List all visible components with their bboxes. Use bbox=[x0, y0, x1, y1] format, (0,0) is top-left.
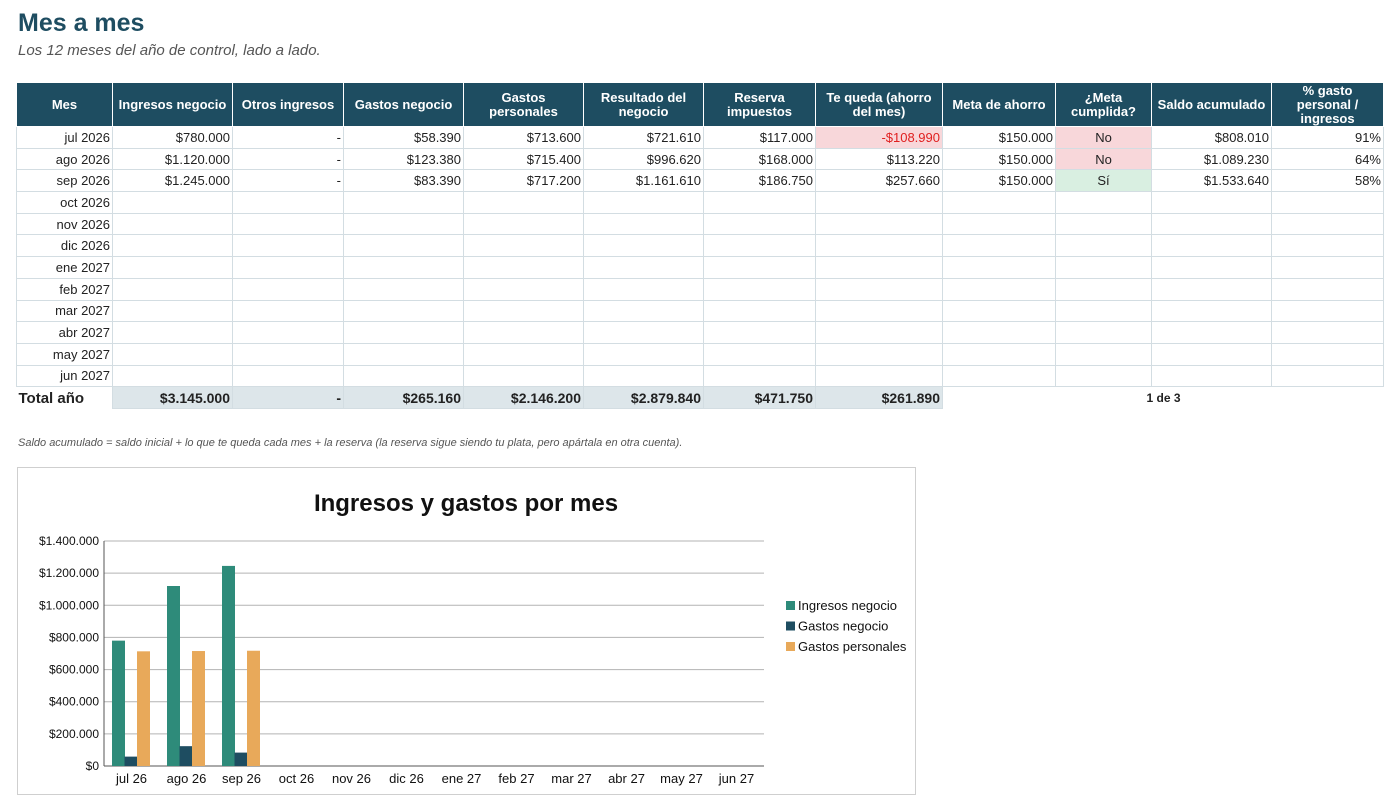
table-cell[interactable]: $117.000 bbox=[704, 127, 816, 149]
month-cell[interactable]: sep 2026 bbox=[17, 170, 113, 192]
bar-gastos-personales bbox=[192, 651, 205, 766]
legend-swatch bbox=[786, 601, 795, 610]
table-row bbox=[17, 278, 1384, 300]
bar-gastos-negocio bbox=[235, 753, 248, 766]
table-cell[interactable] bbox=[344, 235, 464, 257]
month-cell[interactable]: abr 2027 bbox=[17, 322, 113, 344]
total-label: Total año bbox=[18, 389, 85, 407]
table-cell[interactable] bbox=[1152, 343, 1272, 365]
table-cell[interactable] bbox=[233, 192, 344, 214]
table-cell[interactable] bbox=[704, 192, 816, 214]
column-header[interactable]: Mes bbox=[17, 83, 113, 127]
table-cell[interactable] bbox=[1056, 235, 1152, 257]
table-cell[interactable] bbox=[344, 343, 464, 365]
table-cell[interactable] bbox=[233, 235, 344, 257]
table-cell[interactable] bbox=[816, 278, 943, 300]
x-tick-label: feb 27 bbox=[498, 771, 535, 786]
table-cell[interactable] bbox=[1056, 257, 1152, 279]
table-cell[interactable] bbox=[704, 257, 816, 279]
table-cell[interactable] bbox=[1152, 278, 1272, 300]
table-cell[interactable] bbox=[704, 365, 816, 387]
table-cell[interactable]: - bbox=[233, 127, 344, 149]
month-cell[interactable]: may 2027 bbox=[17, 343, 113, 365]
table-cell[interactable]: No bbox=[1056, 127, 1152, 149]
table-cell[interactable] bbox=[113, 365, 233, 387]
column-header[interactable]: Saldo acumulado bbox=[1152, 83, 1272, 127]
total-cell[interactable]: $471.750 bbox=[704, 387, 816, 409]
bar-ingresos-negocio bbox=[112, 641, 125, 766]
footnote: Saldo acumulado = saldo inicial + lo que te queda cada mes + la reserva (la reserva sigue siendo tu plata, pero apártala en otra cuenta). bbox=[18, 437, 683, 449]
table-cell[interactable] bbox=[344, 300, 464, 322]
table-cell[interactable] bbox=[943, 343, 1056, 365]
table-cell[interactable] bbox=[584, 192, 704, 214]
table-cell[interactable] bbox=[704, 235, 816, 257]
column-header[interactable]: Ingresos negocio bbox=[113, 83, 233, 127]
table-row bbox=[17, 343, 1384, 365]
table-cell[interactable] bbox=[1152, 213, 1272, 235]
y-tick-label: $1.400.000 bbox=[38, 534, 99, 548]
table-cell[interactable] bbox=[704, 343, 816, 365]
table-cell[interactable] bbox=[113, 278, 233, 300]
table-cell[interactable]: $715.400 bbox=[464, 148, 584, 170]
total-row bbox=[17, 387, 1384, 409]
table-cell[interactable] bbox=[233, 300, 344, 322]
y-tick-label: $1.200.000 bbox=[38, 566, 99, 581]
table-cell[interactable] bbox=[113, 235, 233, 257]
table-cell[interactable] bbox=[1272, 322, 1384, 344]
table-cell[interactable] bbox=[584, 278, 704, 300]
month-cell[interactable]: jul 2026 bbox=[17, 127, 113, 149]
bar-ingresos-negocio bbox=[167, 586, 180, 766]
table-cell[interactable] bbox=[464, 213, 584, 235]
table-cell[interactable] bbox=[943, 192, 1056, 214]
table-row bbox=[17, 322, 1384, 344]
table-cell[interactable]: $713.600 bbox=[464, 127, 584, 149]
table-cell[interactable] bbox=[816, 343, 943, 365]
column-header[interactable]: Gastos personales bbox=[464, 83, 584, 127]
table-cell[interactable] bbox=[1056, 192, 1152, 214]
table-cell[interactable]: $1.120.000 bbox=[113, 148, 233, 170]
table-cell[interactable] bbox=[1056, 278, 1152, 300]
table-cell[interactable] bbox=[1272, 300, 1384, 322]
table-cell[interactable] bbox=[1272, 257, 1384, 279]
table-cell[interactable] bbox=[464, 343, 584, 365]
table-row bbox=[17, 127, 1384, 149]
month-cell[interactable]: dic 2026 bbox=[17, 235, 113, 257]
legend-swatch bbox=[786, 622, 795, 631]
table-cell[interactable] bbox=[113, 300, 233, 322]
table-cell[interactable] bbox=[344, 322, 464, 344]
table-cell[interactable]: -$108.990 bbox=[816, 127, 943, 149]
column-header[interactable]: Meta de ahorro bbox=[943, 83, 1056, 127]
x-tick-label: may 27 bbox=[660, 771, 703, 786]
table-cell[interactable] bbox=[943, 278, 1056, 300]
table-cell[interactable] bbox=[344, 365, 464, 387]
monthly-table bbox=[16, 82, 1384, 409]
table-cell[interactable]: Sí bbox=[1056, 170, 1152, 192]
table-cell[interactable] bbox=[816, 192, 943, 214]
x-tick-label: jun 27 bbox=[718, 771, 755, 786]
table-cell[interactable] bbox=[943, 322, 1056, 344]
column-header[interactable]: Gastos negocio bbox=[344, 83, 464, 127]
table-cell[interactable] bbox=[464, 322, 584, 344]
table-cell[interactable] bbox=[584, 235, 704, 257]
x-tick-label: jul 26 bbox=[115, 771, 148, 786]
table-cell[interactable] bbox=[464, 300, 584, 322]
table-cell[interactable]: $168.000 bbox=[704, 148, 816, 170]
table-cell[interactable] bbox=[233, 322, 344, 344]
y-tick-label: $800.000 bbox=[48, 630, 99, 645]
page-title: Mes a mes bbox=[18, 9, 145, 37]
table-cell[interactable]: $996.620 bbox=[584, 148, 704, 170]
month-cell[interactable]: feb 2027 bbox=[17, 278, 113, 300]
chart-title: Ingresos y gastos por mes bbox=[313, 490, 619, 517]
table-cell[interactable] bbox=[233, 257, 344, 279]
table-cell[interactable] bbox=[1056, 343, 1152, 365]
table-cell[interactable] bbox=[1152, 365, 1272, 387]
table-cell[interactable] bbox=[943, 213, 1056, 235]
column-header[interactable]: ¿Meta cumplida? bbox=[1056, 83, 1152, 127]
table-cell[interactable]: $780.000 bbox=[113, 127, 233, 149]
table-row bbox=[17, 300, 1384, 322]
table-cell[interactable] bbox=[1272, 235, 1384, 257]
month-cell[interactable]: mar 2027 bbox=[17, 300, 113, 322]
table-cell[interactable] bbox=[464, 278, 584, 300]
legend-label: Ingresos negocio bbox=[798, 598, 898, 613]
table-row bbox=[17, 365, 1384, 387]
table-cell[interactable] bbox=[344, 213, 464, 235]
x-tick-label: abr 27 bbox=[608, 771, 645, 786]
table-cell[interactable] bbox=[1152, 300, 1272, 322]
table-cell[interactable] bbox=[464, 192, 584, 214]
table-cell[interactable]: - bbox=[233, 170, 344, 192]
column-header[interactable]: Reserva impuestos bbox=[704, 83, 816, 127]
bar-gastos-negocio bbox=[125, 757, 138, 766]
legend-swatch bbox=[786, 642, 795, 651]
table-cell[interactable]: 58% bbox=[1272, 170, 1384, 192]
table-cell[interactable] bbox=[816, 257, 943, 279]
table-cell[interactable] bbox=[1056, 300, 1152, 322]
table-cell[interactable] bbox=[464, 235, 584, 257]
table-cell[interactable]: $808.010 bbox=[1152, 127, 1272, 149]
page-indicator: 1 de 3 bbox=[1146, 391, 1181, 405]
table-cell[interactable]: $123.380 bbox=[344, 148, 464, 170]
table-cell[interactable]: $150.000 bbox=[943, 127, 1056, 149]
table-cell[interactable]: $721.610 bbox=[584, 127, 704, 149]
table-row bbox=[17, 235, 1384, 257]
month-cell[interactable]: oct 2026 bbox=[17, 192, 113, 214]
x-tick-label: dic 26 bbox=[389, 771, 424, 786]
table-cell[interactable]: $83.390 bbox=[344, 170, 464, 192]
y-tick-label: $200.000 bbox=[48, 726, 99, 741]
table-cell[interactable]: $717.200 bbox=[464, 170, 584, 192]
table-cell[interactable] bbox=[943, 365, 1056, 387]
table-cell[interactable]: 64% bbox=[1272, 148, 1384, 170]
table-cell[interactable]: $150.000 bbox=[943, 170, 1056, 192]
table-row bbox=[17, 213, 1384, 235]
table-cell[interactable] bbox=[584, 213, 704, 235]
bar-gastos-personales bbox=[137, 651, 150, 766]
table-cell[interactable]: 91% bbox=[1272, 127, 1384, 149]
total-cell[interactable]: $265.160 bbox=[344, 387, 464, 409]
table-cell[interactable]: $186.750 bbox=[704, 170, 816, 192]
table-cell[interactable] bbox=[943, 257, 1056, 279]
table-cell[interactable] bbox=[943, 235, 1056, 257]
table-cell[interactable] bbox=[1152, 257, 1272, 279]
table-cell[interactable] bbox=[1056, 213, 1152, 235]
table-cell[interactable] bbox=[1272, 213, 1384, 235]
table-cell[interactable] bbox=[113, 213, 233, 235]
table-cell[interactable] bbox=[1056, 365, 1152, 387]
table-cell[interactable] bbox=[113, 192, 233, 214]
table-cell[interactable] bbox=[344, 278, 464, 300]
column-header[interactable]: Te queda (ahorro del mes) bbox=[816, 83, 943, 127]
x-tick-label: ene 27 bbox=[441, 771, 482, 786]
table-cell[interactable] bbox=[584, 365, 704, 387]
chart-container[interactable] bbox=[17, 467, 916, 795]
y-tick-label: $0 bbox=[85, 759, 99, 773]
table-cell[interactable]: $1.245.000 bbox=[113, 170, 233, 192]
month-cell[interactable]: nov 2026 bbox=[17, 213, 113, 235]
table-cell[interactable] bbox=[344, 257, 464, 279]
table-cell[interactable]: $257.660 bbox=[816, 170, 943, 192]
table-cell[interactable] bbox=[816, 213, 943, 235]
bar-chart bbox=[18, 468, 915, 794]
y-tick-label: $600.000 bbox=[48, 662, 99, 677]
table-cell[interactable]: - bbox=[233, 148, 344, 170]
table-cell[interactable] bbox=[704, 322, 816, 344]
table-cell[interactable] bbox=[816, 365, 943, 387]
table-cell[interactable] bbox=[816, 322, 943, 344]
total-cell[interactable]: $261.890 bbox=[816, 387, 943, 409]
table-cell[interactable] bbox=[113, 322, 233, 344]
legend-label: Gastos negocio bbox=[798, 618, 889, 634]
table-cell[interactable] bbox=[233, 365, 344, 387]
table-cell[interactable] bbox=[233, 278, 344, 300]
table-cell[interactable] bbox=[1152, 235, 1272, 257]
table-cell[interactable] bbox=[584, 322, 704, 344]
table-cell[interactable] bbox=[943, 300, 1056, 322]
table-cell[interactable] bbox=[344, 192, 464, 214]
bar-ingresos-negocio bbox=[222, 566, 235, 766]
table-cell[interactable] bbox=[704, 213, 816, 235]
total-cell[interactable]: $2.879.840 bbox=[584, 387, 704, 409]
y-tick-label: $400.000 bbox=[48, 694, 99, 709]
table-cell[interactable] bbox=[464, 365, 584, 387]
total-cell[interactable]: $3.145.000 bbox=[113, 387, 233, 409]
x-tick-label: sep 26 bbox=[221, 771, 262, 786]
table-cell[interactable] bbox=[704, 300, 816, 322]
column-header[interactable]: Otros ingresos bbox=[233, 83, 344, 127]
x-tick-label: oct 26 bbox=[278, 771, 315, 786]
table-cell[interactable]: No bbox=[1056, 148, 1152, 170]
x-tick-label: mar 27 bbox=[551, 771, 592, 786]
column-header[interactable]: % gasto personal / ingresos bbox=[1272, 83, 1384, 127]
column-header[interactable]: Resultado del negocio bbox=[584, 83, 704, 127]
table-cell[interactable] bbox=[816, 300, 943, 322]
table-header-row bbox=[17, 83, 1384, 127]
month-cell[interactable]: ago 2026 bbox=[17, 148, 113, 170]
table-cell[interactable] bbox=[464, 257, 584, 279]
bar-gastos-negocio bbox=[180, 746, 193, 766]
bar-gastos-personales bbox=[247, 651, 260, 766]
table-cell[interactable] bbox=[1152, 322, 1272, 344]
table-cell[interactable] bbox=[1272, 192, 1384, 214]
table-row bbox=[17, 257, 1384, 279]
table-cell[interactable] bbox=[584, 343, 704, 365]
total-cell[interactable]: - bbox=[233, 387, 344, 409]
page-subtitle: Los 12 meses del año de control, lado a lado. bbox=[18, 42, 321, 59]
table-cell[interactable] bbox=[113, 343, 233, 365]
x-tick-label: nov 26 bbox=[331, 771, 372, 786]
table-cell[interactable] bbox=[1056, 322, 1152, 344]
table-cell[interactable] bbox=[1272, 365, 1384, 387]
table-cell[interactable]: $58.390 bbox=[344, 127, 464, 149]
table-cell[interactable]: $1.533.640 bbox=[1152, 170, 1272, 192]
table-cell[interactable] bbox=[584, 257, 704, 279]
table-cell[interactable]: $113.220 bbox=[816, 148, 943, 170]
legend-label: Gastos personales bbox=[798, 639, 907, 654]
table-row bbox=[17, 148, 1384, 170]
table-cell[interactable]: $1.161.610 bbox=[584, 170, 704, 192]
table-row bbox=[17, 192, 1384, 214]
x-tick-label: ago 26 bbox=[166, 771, 207, 786]
table-cell[interactable] bbox=[584, 300, 704, 322]
table-cell[interactable] bbox=[1272, 278, 1384, 300]
table-cell[interactable]: $1.089.230 bbox=[1152, 148, 1272, 170]
table-cell[interactable] bbox=[1272, 343, 1384, 365]
y-tick-label: $1.000.000 bbox=[38, 598, 99, 613]
table-cell[interactable]: $150.000 bbox=[943, 148, 1056, 170]
month-cell[interactable]: jun 2027 bbox=[17, 365, 113, 387]
table-cell[interactable] bbox=[233, 343, 344, 365]
total-cell[interactable]: $2.146.200 bbox=[464, 387, 584, 409]
table-cell[interactable] bbox=[113, 257, 233, 279]
table-cell[interactable] bbox=[233, 213, 344, 235]
table-row bbox=[17, 170, 1384, 192]
table-cell[interactable] bbox=[816, 235, 943, 257]
table-cell[interactable] bbox=[704, 278, 816, 300]
table-cell[interactable] bbox=[1152, 192, 1272, 214]
month-cell[interactable]: ene 2027 bbox=[17, 257, 113, 279]
